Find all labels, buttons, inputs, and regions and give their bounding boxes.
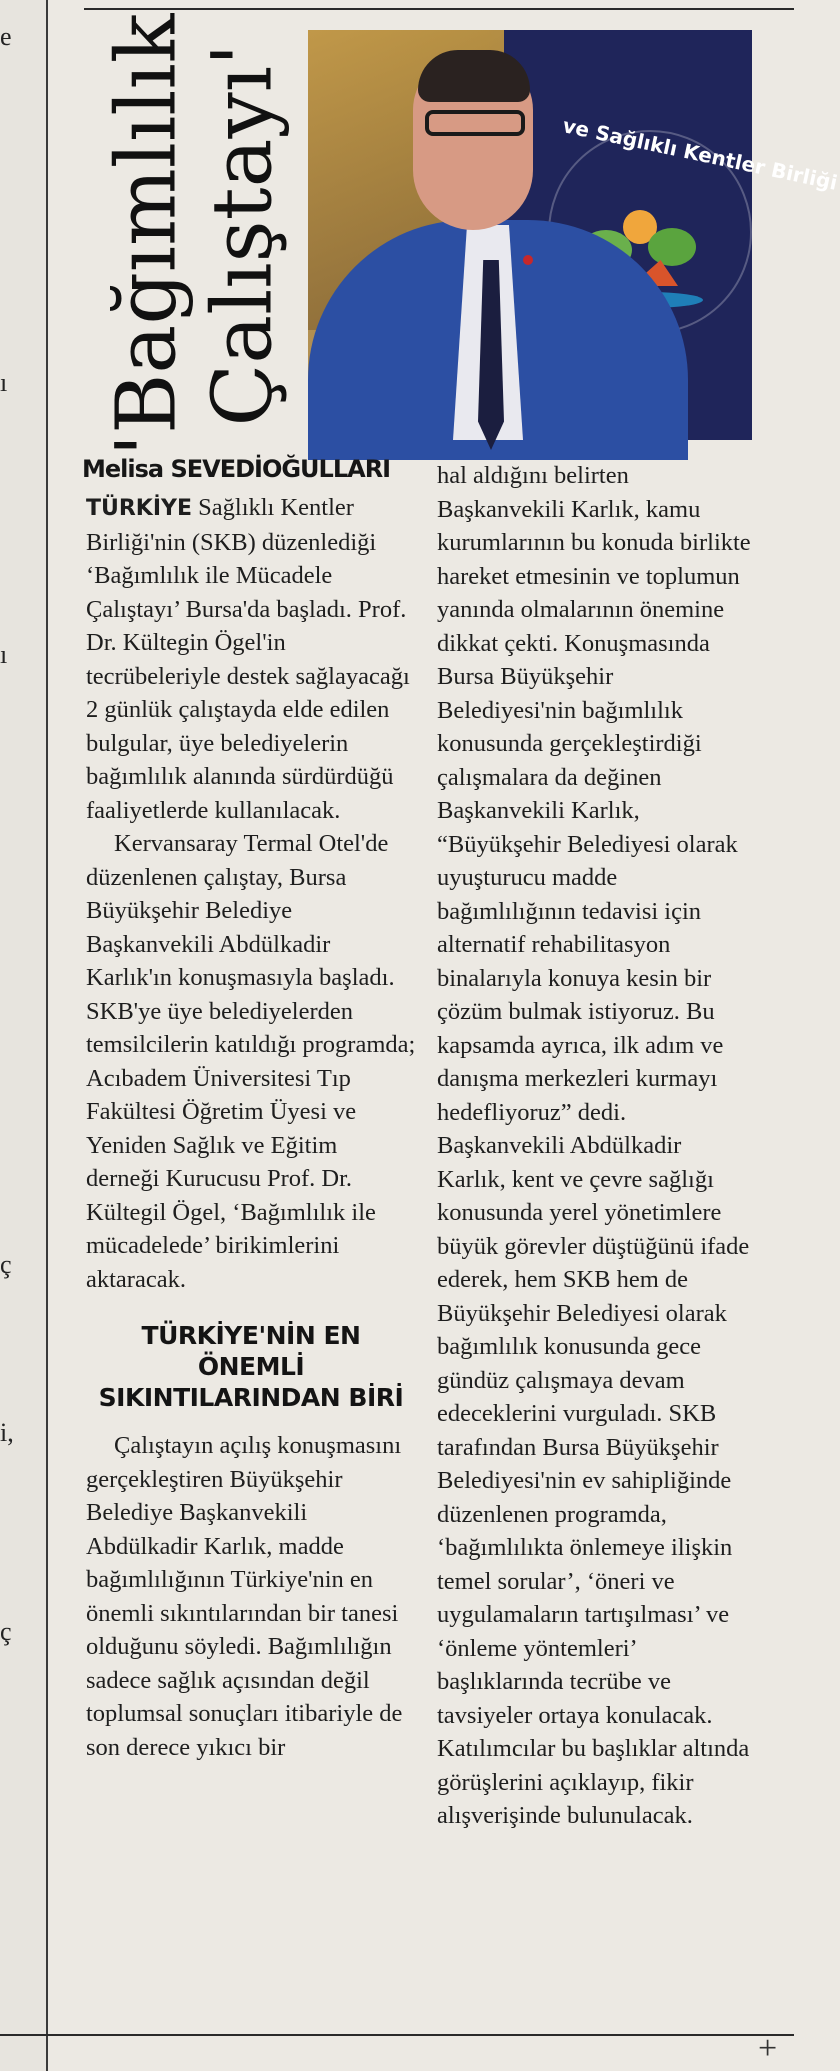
- adjacent-text-fragment: ç: [0, 1617, 12, 1646]
- byline: Melisa SEVEDİOĞULLARI: [82, 455, 391, 483]
- top-rule: [84, 8, 794, 10]
- subheading: TÜRKİYE'NİN EN ÖNEMLİ SIKINTILARINDAN BİRİ: [98, 1321, 404, 1412]
- lead-text: Sağlıklı Kentler Birliği'nin (SKB) düzenlediği ‘Bağımlılık ile Mücadele Çalıştayı’ Bursa'da başladı. Prof. Dr. Kültegin Ögel'in tecrübeleriyle destek sağlayacağı 2 günlük çalıştayda elde edilen bulgular, üye belediyelerin bağımlılık alanında sürdürdüğü faaliyetlerde kullanılacak.: [86, 494, 410, 824]
- body-paragraph: Kervansaray Termal Otel'de düzenlenen çalıştay, Bursa Büyükşehir Belediye Başkanvekili Abdülkadir Karlık'ın konuşmasıyla başladı. SKB'ye üye belediyelerden temsilcilerin katıldığı programda; Acıbadem Üniversitesi Tıp Fakültesi Öğretim Üyesi ve Yeniden Sağlık ve Eğitim derneği Kurucusu Prof. Dr. Kültegil Ögel, ‘Bağımlılık ile mücadelede’ birikimlerini aktaracak.: [86, 830, 416, 1293]
- article-column-2: [437, 459, 755, 1833]
- headline-line-2: Çalıştayı': [195, 43, 290, 427]
- adjacent-article-edge: [0, 0, 48, 2071]
- crop-mark: +: [758, 2030, 778, 2067]
- body-paragraph: hal aldığını belirten Başkanvekili Karlık, kamu kurumlarının bu konuda birlikte hareket etmesinin ve toplumun yanında olmalarının önemine dikkat çekti. Konuşmasında Bursa Büyükşehir Belediyesi'nin bağımlılık konusunda gerçekleştirdiği çalışmalara da değinen Başkanvekili Karlık, “Büyükşehir Belediyesi olarak uyuşturucu madde bağımlılığının tedavisi için alternatif rehabilitasyon binalarıyla konuya kesin bir çözüm bulmak istiyoruz. Bu kapsamda ayrıca, ilk adım ve danışma merkezleri kurmayı hedefliyoruz” dedi. Başkanvekili Abdülkadir Karlık, kent ve çevre sağlığı konusunda yerel yönetimlere büyük görevler düştüğünü ifade ederek, hem SKB hem de Büyükşehir Belediyesi olarak bağımlılık konusunda gece gündüz çalışmaya devam edeceklerini vurguladı. SKB tarafından Bursa Büyükşehir Belediyesi'nin ev sahipliğinde düzenlenen programda, ‘bağımlılıkta önlemeye ilişkin temel sorular’, ‘öneri ve uygulamaların tartışılması’ ve ‘önleme yöntemleri’ başlıklarında tecrübe ve tavsiyeler ortaya konulacak. Katılımcılar bu başlıklar altında görüşlerini açıklayıp, fikir alışverişinde bulunulacak.: [437, 462, 751, 1829]
- headline-line-1: 'Bağımlılık: [99, 13, 194, 457]
- adjacent-text-fragment: ı: [0, 640, 8, 669]
- logo-tree-icon: [648, 228, 696, 266]
- adjacent-text-fragment: e: [0, 22, 12, 51]
- article-column-1: [86, 491, 416, 1764]
- lapel-pin: [523, 255, 533, 265]
- adjacent-text-fragment: ı: [0, 368, 8, 397]
- speaker-glasses: [425, 110, 525, 136]
- adjacent-text-fragment: i,: [0, 1418, 14, 1447]
- adjacent-text-fragment: ç: [0, 1250, 12, 1279]
- headline-block: [88, 13, 303, 457]
- speaker-photo: [308, 30, 840, 440]
- lead-word: TÜRKİYE: [86, 496, 193, 521]
- speaker-hair: [418, 50, 530, 102]
- bottom-rule: [0, 2034, 794, 2036]
- photo-logo-text: ve Sağlıklı Kentler Birliği: [560, 113, 840, 195]
- headline: [88, 13, 303, 457]
- lead-paragraph: [86, 491, 416, 827]
- body-paragraph: Çalıştayın açılış konuşmasını gerçekleştiren Büyükşehir Belediye Başkanvekili Abdülkadir Karlık, madde bağımlılığının Türkiye'nin en önemli sıkıntılarından bir tanesi olduğunu söyledi. Bağımlılığın sadece sağlık açısından değil toplumsal sonuçları itibariyle de son derece yıkıcı bir: [86, 1432, 403, 1761]
